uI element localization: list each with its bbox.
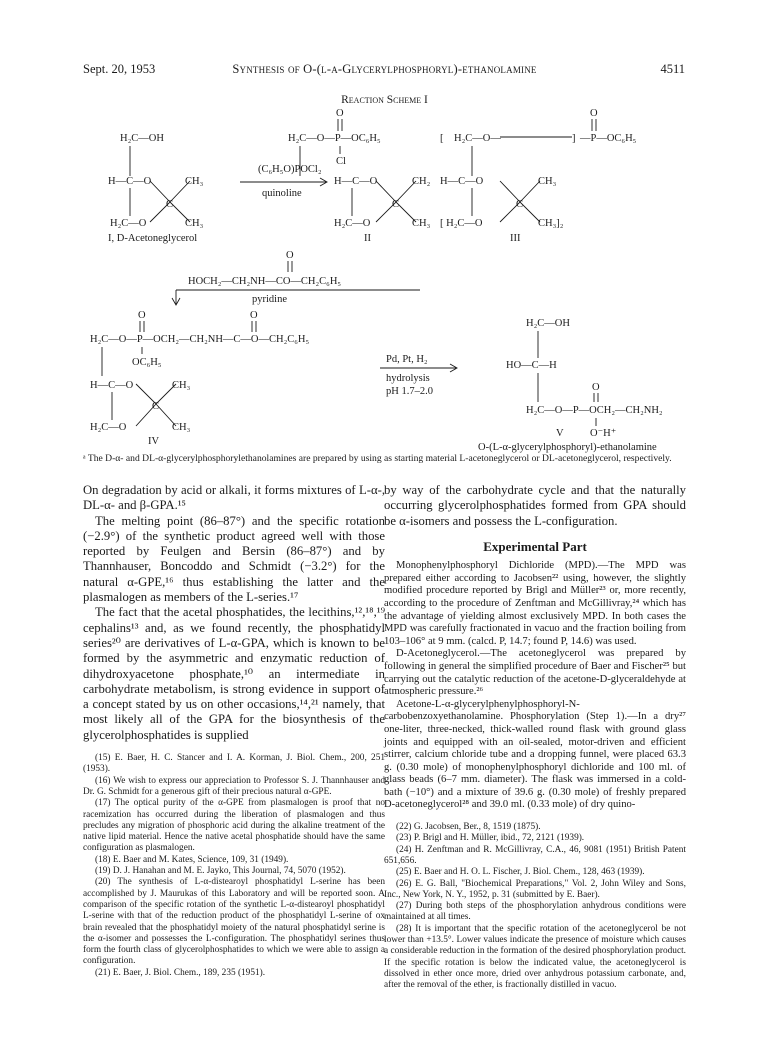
product-name: O-(L-α-glycerylphosphoryl)-ethanolamine <box>478 442 657 453</box>
right-para-1: by way of the carbohydrate cycle and that the naturally occurring glycerolphosphatides formed from GPA should be α-isomers and possess the L-configuration. <box>384 483 686 528</box>
left-column <box>83 483 385 979</box>
page-number: 4511 <box>660 62 685 76</box>
svg-text:H₂C—O: H₂C—O <box>110 218 147 229</box>
compound-III <box>440 108 637 244</box>
footnote-24: (24) H. Zenftman and R. McGillivray, C.A., 46, 9081 (1951) British Patent 651,656. <box>384 844 686 866</box>
svg-text:[ H₂C—O: [ H₂C—O <box>440 218 483 229</box>
footnote-16: (16) We wish to express our appreciation to Professor S. J. Thannhauser and Dr. G. Schmidt for a generous gift of their precious natural α-GPE. <box>83 775 385 797</box>
reagent-step1-bottom: quinoline <box>262 188 302 199</box>
reagent-step2-bottom: pyridine <box>252 294 287 305</box>
svg-text:[: [ <box>440 133 444 144</box>
footnote-26: (26) E. G. Ball, "Biochemical Preparations," Vol. 2, John Wiley and Sons, Inc., New York, N. Y., 1952, p. 31 (submitted by E. Baer). <box>384 878 686 900</box>
svg-text:CH₃: CH₃ <box>185 218 204 229</box>
left-para-1: On degradation by acid or alkali, it forms mixtures of L-α-, DL-α- and β-GPA.¹⁵ <box>83 483 385 513</box>
svg-text:]: ] <box>572 133 576 144</box>
svg-text:H₂C—OH: H₂C—OH <box>120 133 164 144</box>
svg-text:H₂C—OH: H₂C—OH <box>526 318 570 329</box>
label-IV: IV <box>148 436 160 447</box>
svg-text:C: C <box>392 199 400 210</box>
reagent-step3-bottom: pH 1.7–2.0 <box>386 386 433 397</box>
svg-text:CH₃: CH₃ <box>412 218 431 229</box>
reagent-step3-mid: hydrolysis <box>386 373 430 384</box>
svg-text:H—C—O: H—C—O <box>90 380 134 391</box>
svg-text:HO—C—H: HO—C—H <box>506 360 557 371</box>
step1-arrow <box>240 164 327 199</box>
svg-text:O: O <box>590 108 598 119</box>
label-V: V <box>556 428 564 439</box>
svg-text:O: O <box>592 382 600 393</box>
svg-text:CH₃]₂: CH₃]₂ <box>538 218 564 229</box>
reagent-step3-top: Pd, Pt, H₂ <box>386 354 428 365</box>
left-para-2: The melting point (86–87°) and the specific rotation (−2.9°) of the synthetic product agreed well with those reported by Feulgen and Bersin (86–87°) and by Thannhauser, Boncoddo and Schmidt (−3.2°) for the natural α-GPE,¹⁶ thus establishing the latter and the plasmalogen as members of the L-series.¹⁷ <box>83 513 385 605</box>
right-footnotes <box>384 822 686 991</box>
svg-text:H₂C—O—P—OCH₂—CH₂NH₂: H₂C—O—P—OCH₂—CH₂NH₂ <box>526 405 663 416</box>
compound-V <box>506 318 663 439</box>
reaction-scheme-diagram <box>0 104 769 454</box>
running-title: Synthesis of O-(l-α-Glycerylphosphoryl)-ethanolamine <box>232 62 537 76</box>
footnote-22: (22) G. Jacobsen, Ber., 8, 1519 (1875). <box>396 822 541 833</box>
header-date: Sept. 20, 1953 <box>83 62 156 76</box>
svg-text:H₂C—O: H₂C—O <box>90 422 127 433</box>
svg-text:CH₃: CH₃ <box>538 176 557 187</box>
scheme-footnote: ᵃ The D-α- and DL-α-glycerylphosphorylethanolamines are prepared by using as starting material L-acetoneglycerol or DL-acetoneglycerol, respectively. <box>83 453 672 464</box>
svg-text:H—C—O: H—C—O <box>440 176 484 187</box>
footnote-17: (17) The optical purity of the α-GPE from plasmalogen is proof that no racemization has occurred during the liberation of plasmalogen and thus precludes any migration of phosphoric acid during the alkaline treatment of the native lipid material. Hence the native acetal phosphatide should have the same configuration as plasmalogen. <box>83 798 385 854</box>
footnote-23: (23) P. Brigl and H. Müller, ibid., 72, 2121 (1939). <box>396 833 585 844</box>
footnote-27: (27) During both steps of the phosphorylation anhydrous conditions were maintained at all times. <box>384 901 686 923</box>
label-II: II <box>364 233 371 244</box>
label-III: III <box>510 233 521 244</box>
reagent-step2: HOCH₂—CH₂NH—CO—CH₂C₆H₅ <box>188 276 342 287</box>
exp-para-3: Acetone-L-α-glycerylphenylphosphoryl-N-carbobenzoxyethanolamine. Phosphorylation (Step 1).—In a dry²⁷ one-liter, three-necked, thick-walled round flask with ground glass joints and equipped with an oil-sealed, motor-driven and efficient stirrer, calcium chloride tube and a dropping funnel, were placed 63.3 g. (0.30 mole) of monophenylphosphoryl dichloride and 100 ml. of glass beads (6–7 mm. diameter). The flask was immersed in a cold-bath (−10°) and a mixture of 39.6 g. (0.30 mole) of freshly prepared D-acetoneglycerol²⁸ and 39.0 ml. (0.33 mole) of dry quino- <box>384 698 686 811</box>
experimental-text <box>384 560 686 812</box>
exp-para-2: D-Acetoneglycerol.—The acetoneglycerol was prepared by following in general the simplified procedure of Baer and Fischer²⁵ but carrying out the catalytic reduction of the acetone-D-glyceraldehyde at atmospheric pressure.²⁶ <box>384 648 686 698</box>
compound-IV <box>90 310 309 447</box>
svg-text:O⁻H⁺: O⁻H⁺ <box>590 428 617 439</box>
step3-arrow <box>380 354 457 397</box>
svg-text:Cl: Cl <box>336 156 346 167</box>
footnote-18: (18) E. Baer and M. Kates, Science, 109, 31 (1949). <box>95 854 289 865</box>
svg-text:C: C <box>152 401 160 412</box>
svg-text:CH₃: CH₃ <box>185 176 204 187</box>
reagent-step1-top: (C₆H₅O)POCl₂ <box>258 164 322 175</box>
footnote-20: (20) The synthesis of L-α-distearoyl phosphatidyl L-serine has been accomplished by J. Maurukas of this Laboratory and will be reported soon. A comparison of the specific rotation of the synthetic L-α-distearoyl phosphatidyl L-serine with that of the reduction product of the phosphatidyl L-serine of ox brain revealed that the phosphatidyl moiety of the natural phosphatidyl serine is the α-isomer and possesses the L-configuration. The phosphatidyl serines thus form the fourth class of glycerolphosphatides to which we were able to assign a configuration. <box>83 877 385 967</box>
svg-text:H₂C—O—P—OC₆H₅: H₂C—O—P—OC₆H₅ <box>288 133 381 144</box>
left-para-3: The fact that the acetal phosphatides, the lecithins,¹²,¹⁸,¹⁹ cephalins¹³ and, as we found recently, the phosphatidyl series²⁰ are derivatives of L-α-GPA, which is known to be formed by the asymmetric and enzymatic reduction of dihydroxyacetone phosphate,¹⁰ an intermediate in carbohydrate metabolism, is strong evidence in support of a concept stated by us on other occasions,¹⁴,²¹ namely, that most likely all of the GPA for the biosynthesis of the glycerolphosphatides is supplied <box>83 605 385 742</box>
svg-text:H₂C—O: H₂C—O <box>334 218 371 229</box>
svg-text:H₂C—O—P—OCH₂—CH₂NH—C—O—CH₂C₆H₅: H₂C—O—P—OCH₂—CH₂NH—C—O—CH₂C₆H₅ <box>90 334 310 345</box>
svg-text:C: C <box>516 199 524 210</box>
compound-II <box>288 108 431 244</box>
label-I: I, D-Acetoneglycerol <box>108 233 198 244</box>
exp-para-1: Monophenylphosphoryl Dichloride (MPD).—The MPD was prepared either according to Jacobsen²² using, however, the slightly modified procedure reported by Brigl and Müller²³ or, more recently, according to the procedure of Zenftman and McGillivray,²⁴ which has the advantage of yielding almost exclusively MPD. In both cases the MPD was carefully fractionated in vacuo and the fraction boiling from 103–106° at 9 mm. (calcd. P, 14.7; found P, 14.6) was used. <box>384 560 686 647</box>
compound-I <box>108 133 204 244</box>
svg-text:O: O <box>138 310 146 321</box>
svg-text:CH₃: CH₃ <box>172 380 191 391</box>
footnote-15: (15) E. Baer, H. C. Stancer and I. A. Korman, J. Biol. Chem., 200, 251 (1953). <box>83 753 385 775</box>
left-footnotes <box>83 753 385 979</box>
svg-text:OC₆H₅: OC₆H₅ <box>132 357 162 368</box>
scheme-title: Reaction Scheme I <box>341 94 428 106</box>
svg-text:H—C—O: H—C—O <box>334 176 378 187</box>
footnote-19: (19) D. J. Hanahan and M. E. Jayko, This Journal, 74, 5070 (1952). <box>95 866 346 877</box>
svg-text:CH₂: CH₂ <box>412 176 431 187</box>
right-column <box>384 483 686 992</box>
svg-text:O: O <box>250 310 258 321</box>
section-heading: Experimental Part <box>483 538 587 554</box>
footnote-21: (21) E. Baer, J. Biol. Chem., 189, 235 (1951). <box>95 967 266 978</box>
svg-text:CH₃: CH₃ <box>172 422 191 433</box>
svg-text:C: C <box>166 199 174 210</box>
svg-text:O: O <box>336 108 344 119</box>
svg-text:H₂C—O—: H₂C—O— <box>454 133 501 144</box>
svg-text:O: O <box>286 250 294 261</box>
svg-text:H—C—O: H—C—O <box>108 176 152 187</box>
svg-text:—P—OC₆H₅: —P—OC₆H₅ <box>580 133 637 144</box>
footnote-28: (28) It is important that the specific rotation of the acetoneglycerol be not lower than +13.5°. Lower values indicate the presence of moisture which causes a considerable reduction in the formation of the desired phosphorylation product. If the specific rotation is below the indicated value, the acetoneglycerol is dissolved in ether once more, dried over anhydrous potassium carbonate, and, after the removal of the ether, is fractionally distilled in vacuo. <box>384 923 686 991</box>
step2-arrow <box>172 250 420 305</box>
footnote-25: (25) E. Baer and H. O. L. Fischer, J. Biol. Chem., 128, 463 (1939). <box>396 867 645 878</box>
